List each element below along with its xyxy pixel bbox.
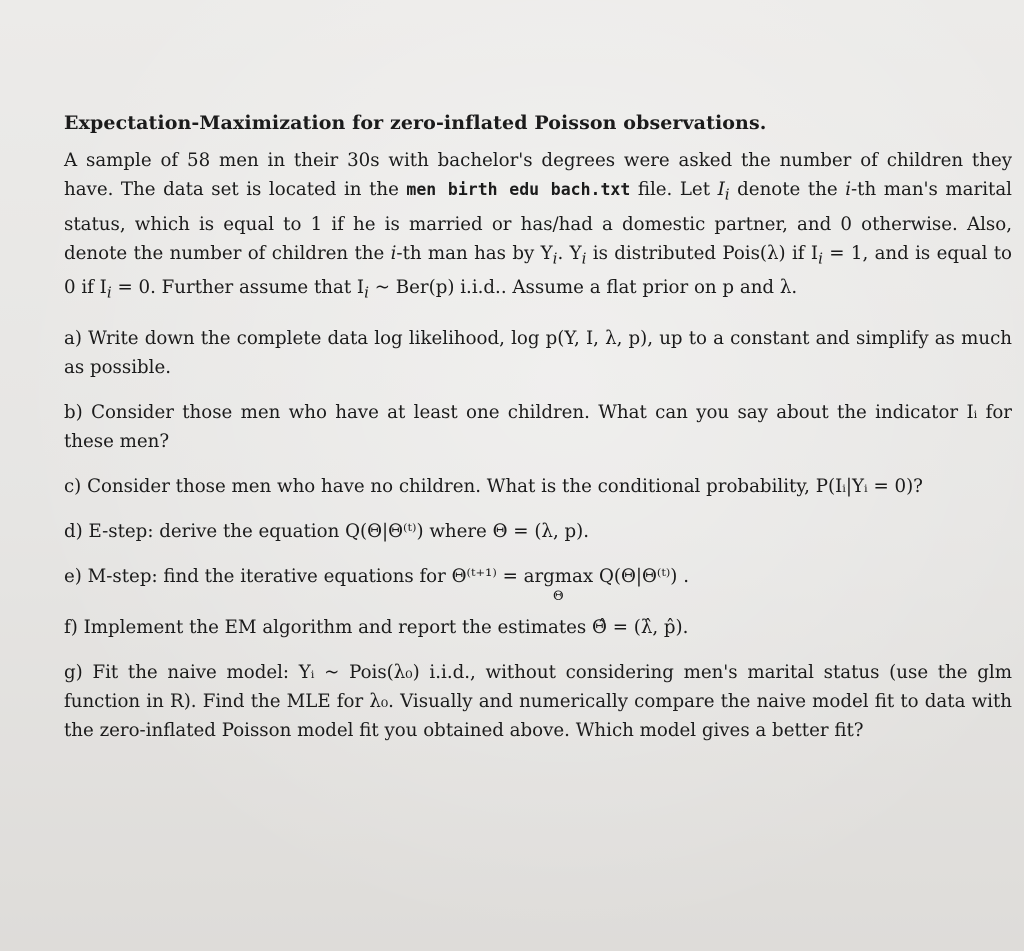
intro-text-10: ~ Ber(p) i.i.d.. Assume a flat prior on p and λ. [368,277,798,299]
intro-text-3: denote the [729,179,846,200]
intro-var-i: i [845,179,852,200]
problem-text [64,110,1012,745]
question-g: g) Fit the naive model: Yᵢ ~ Pois(λ₀) i.i.d., without considering men's marital status (use the glm function in R). Find the MLE for λ₀. Visually and numerically compare the naive model fit to data with the zero-inflated Poisson model fit you obtained above. Which model gives a better fit? [64,661,1012,741]
problem-intro [64,146,1012,308]
intro-text-5: -th man has by Y [396,242,553,264]
intro-sub-i-6: i [364,283,369,302]
question-e [64,562,1012,604]
question-a: a) Write down the complete data log likelihood, log p(Y, I, λ, p), up to a constant and simplify as much as possible. [64,327,1012,378]
argmax-label: argmax [523,565,594,587]
problem-title: Expectation-Maximization for zero-inflated Poisson observations. [64,112,767,134]
intro-sub-i-3: i [581,249,587,268]
argmax-operator [523,562,594,604]
intro-text-2: file. Let [630,179,718,200]
intro-sub-i-4: i [818,249,823,268]
intro-text-8: = 1, and is equal to 0 if I [64,242,1012,299]
argmax-subscript: Θ [553,588,564,604]
intro-var-I: I [717,179,725,200]
question-c: c) Consider those men who have no children. What is the conditional probability, P(Iᵢ|Yᵢ = 0)? [64,475,923,497]
intro-text-7: is distributed Pois(λ) if I [586,242,819,264]
intro-sub-i-5: i [106,283,112,302]
intro-text-4: -th man's marital status, which is equal to 1 if he is married or has/had a domestic partner, and 0 otherwise. Also, denote the number of children the [64,179,1012,264]
intro-sub-i-2: i [552,249,558,268]
intro-text-1: A sample of 58 men in their 30s with bachelor's degrees were asked the number of children they have. The data set is located in the [64,150,1012,200]
question-e-text-2: Q(Θ|Θ⁽ᵗ⁾) . [593,565,689,587]
intro-text-6: . Y [557,242,582,264]
question-f: f) Implement the EM algorithm and report the estimates Θ̂ = (λ̂, p̂). [64,616,689,638]
question-b: b) Consider those men who have at least one children. What can you say about the indicator Iᵢ for these men? [64,401,1012,452]
question-e-text-1: e) M-step: find the iterative equations for Θ⁽ᵗ⁺¹⁾ = [64,565,524,587]
intro-sub-i: i [724,185,730,204]
question-d: d) E-step: derive the equation Q(Θ|Θ⁽ᵗ⁾) where Θ = (λ, p). [64,520,590,542]
data-file-name: men birth edu bach.txt [406,180,631,199]
intro-text-9: = 0. Further assume that I [111,277,365,299]
intro-var-i-2: i [390,242,397,264]
